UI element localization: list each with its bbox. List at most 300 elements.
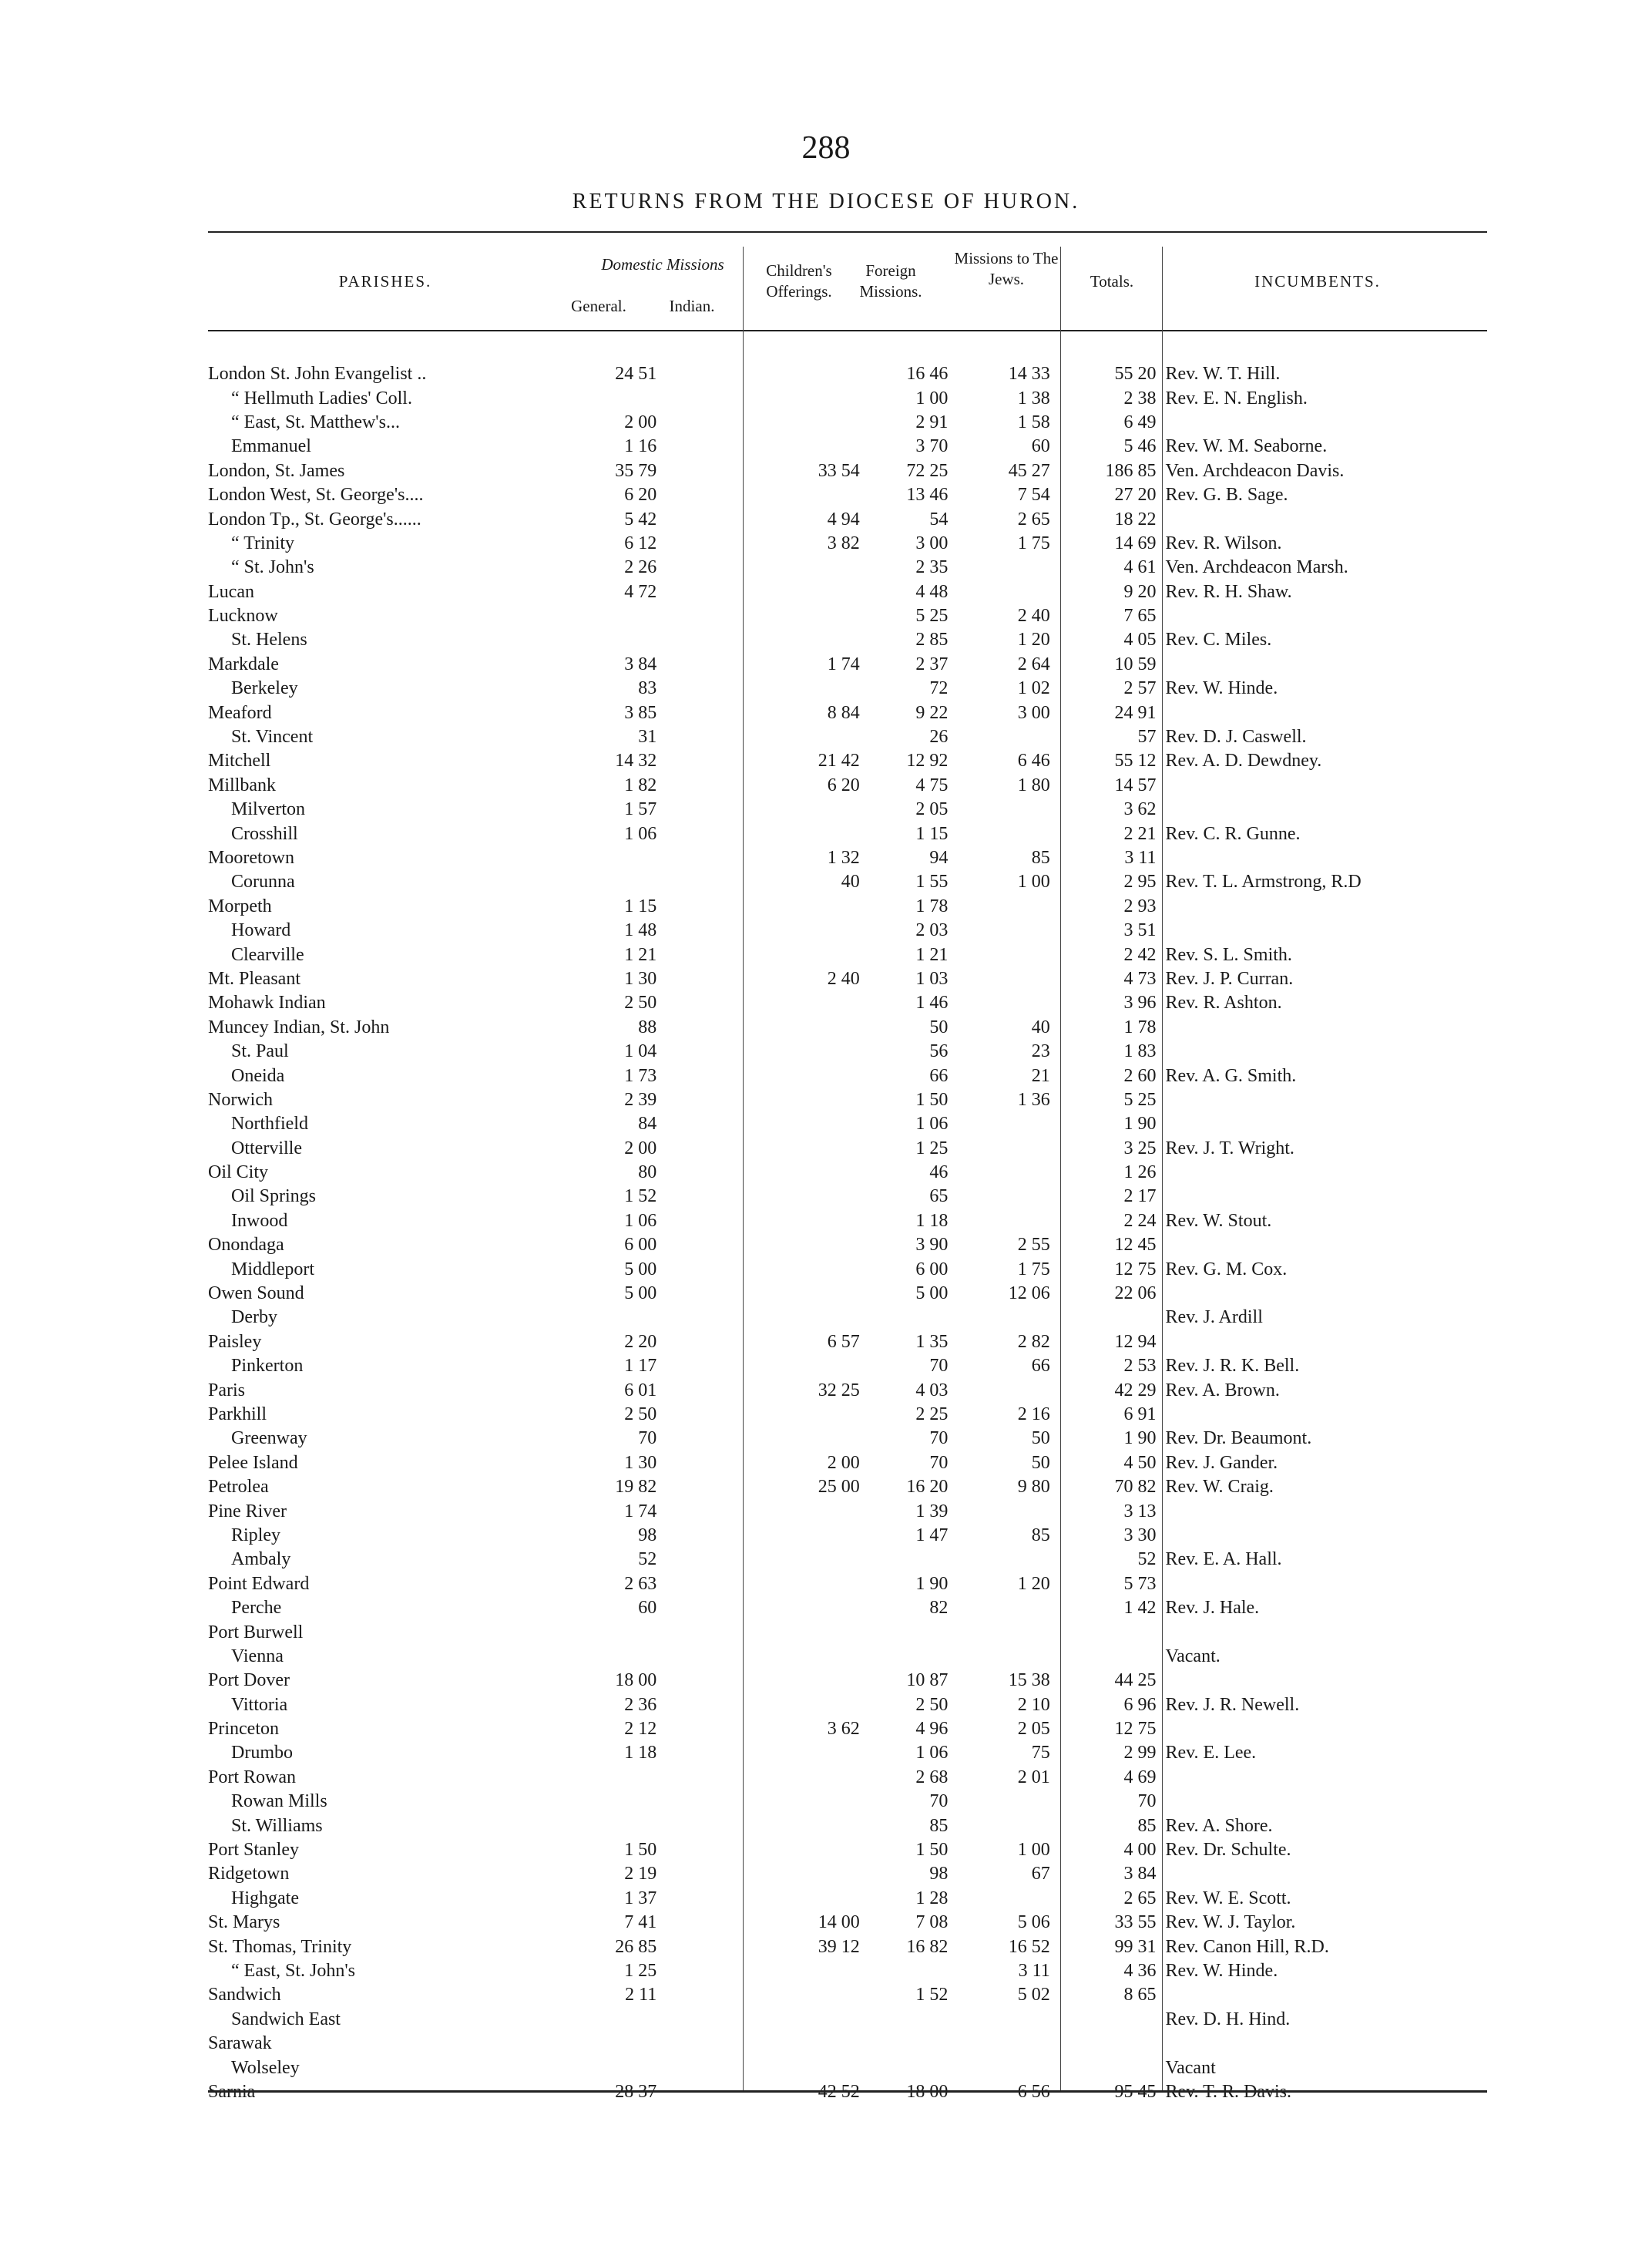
general-amount: 1 21 [624, 944, 657, 965]
incumbent-name: Vacant [1165, 2057, 1216, 2078]
indian-amount [672, 1257, 762, 1281]
general-amount: 1 30 [624, 1452, 657, 1473]
childrens-offerings-amount [762, 1112, 870, 1136]
childrens-offerings-amount [762, 1548, 870, 1572]
total-amount [1063, 2008, 1161, 2032]
childrens-offerings-amount [762, 1209, 870, 1233]
foreign-missions-amount: 2 25 [915, 1404, 949, 1424]
parish-name: Petrolea [208, 1477, 269, 1498]
total-amount: 4 00 [1123, 1840, 1157, 1861]
parish-name: Ridgetown [208, 1864, 290, 1884]
general-amount: 6 20 [624, 485, 657, 506]
table-row [208, 725, 1487, 749]
incumbent-name [1160, 919, 1487, 943]
missions-to-jews-amount: 2 55 [1017, 1235, 1050, 1256]
total-amount: 57 [1137, 727, 1157, 748]
foreign-missions-amount: 13 46 [906, 485, 949, 506]
table-row [208, 580, 1487, 604]
foreign-missions-amount: 1 46 [915, 993, 949, 1014]
foreign-missions-amount [871, 2032, 956, 2056]
foreign-missions-amount: 50 [929, 1017, 949, 1037]
foreign-missions-amount [871, 2056, 956, 2079]
general-amount [569, 1790, 672, 1814]
foreign-missions-amount: 66 [929, 1065, 949, 1086]
parish-name: Oil City [208, 1162, 269, 1183]
general-amount: 1 04 [624, 1041, 657, 1062]
missions-to-jews-amount: 1 20 [1017, 630, 1050, 651]
parish-name: Derby [231, 1307, 277, 1328]
foreign-missions-amount: 1 55 [915, 872, 949, 893]
incumbent-name: Rev. G. M. Cox. [1165, 1259, 1288, 1279]
childrens-offerings-amount [762, 1862, 870, 1886]
general-amount: 1 06 [624, 823, 657, 844]
parish-name: Paisley [208, 1331, 262, 1352]
indian-amount [672, 822, 762, 846]
parish-name: Meaford [208, 702, 272, 723]
header-rule [208, 330, 1487, 331]
incumbent-name [1160, 774, 1487, 798]
general-amount [569, 1766, 672, 1790]
parish-name: Onondaga [208, 1235, 284, 1256]
general-amount [569, 2008, 672, 2032]
childrens-offerings-amount [762, 1741, 870, 1765]
general-amount: 3 85 [624, 702, 657, 723]
childrens-offerings-amount [762, 677, 870, 701]
general-amount: 6 12 [624, 533, 657, 553]
missions-to-jews-amount: 1 38 [1017, 388, 1050, 409]
general-amount: 5 42 [624, 509, 657, 530]
foreign-missions-amount: 10 87 [906, 1670, 949, 1691]
incumbent-name: Rev. J. R. K. Bell. [1165, 1356, 1300, 1377]
general-amount: 2 50 [624, 1404, 657, 1424]
indian-amount [672, 1378, 762, 1402]
total-amount: 9 20 [1123, 581, 1157, 602]
table-row [208, 1088, 1487, 1112]
foreign-missions-amount: 2 91 [915, 412, 949, 432]
childrens-offerings-amount [762, 604, 870, 628]
missions-to-jews-amount [955, 1814, 1062, 1837]
parish-name: Highgate [231, 1888, 299, 1908]
foreign-missions-amount: 1 39 [915, 1501, 949, 1521]
incumbent-name: Vacant. [1165, 1646, 1221, 1666]
foreign-missions-amount: 9 22 [915, 702, 949, 723]
foreign-missions-amount: 1 03 [915, 968, 949, 989]
general-amount: 19 82 [615, 1477, 657, 1498]
general-amount: 1 50 [624, 1840, 657, 1861]
incumbent-name [1160, 1016, 1487, 1040]
table-row [208, 1016, 1487, 1040]
table-row [208, 459, 1487, 483]
indian-amount [672, 1451, 762, 1475]
header-missions-to-jews: Missions to The Jews. [954, 249, 1059, 288]
general-amount: 2 11 [625, 1985, 657, 2006]
table-row [208, 628, 1487, 652]
table-row [208, 1475, 1487, 1499]
childrens-offerings-amount: 2 40 [827, 968, 860, 989]
parish-name: Parkhill [208, 1404, 267, 1424]
total-amount: 70 82 [1114, 1477, 1157, 1498]
general-amount: 2 00 [624, 412, 657, 432]
total-amount: 5 25 [1123, 1089, 1157, 1110]
header-indian: Indian. [669, 297, 715, 315]
missions-to-jews-amount [955, 2032, 1062, 2056]
parish-name: St. Vincent [231, 727, 314, 748]
indian-amount [672, 895, 762, 919]
incumbent-name: Rev. Dr. Beaumont. [1165, 1428, 1312, 1449]
table-row [208, 362, 1487, 386]
bottom-rule [208, 2090, 1487, 2093]
childrens-offerings-amount [762, 1959, 870, 1983]
general-amount [569, 628, 672, 652]
total-amount: 4 05 [1123, 630, 1157, 651]
total-amount: 5 46 [1123, 436, 1157, 457]
childrens-offerings-amount [762, 1427, 870, 1451]
missions-to-jews-amount: 12 06 [1008, 1283, 1050, 1304]
missions-to-jews-amount [955, 1306, 1062, 1330]
childrens-offerings-amount [762, 1620, 870, 1644]
general-amount: 60 [638, 1598, 657, 1619]
parish-name: Clearville [231, 944, 304, 965]
parish-name: Greenway [231, 1428, 307, 1449]
childrens-offerings-amount [762, 2056, 870, 2079]
incumbent-name [1160, 1572, 1487, 1596]
table-row [208, 2056, 1487, 2079]
missions-to-jews-amount: 1 20 [1017, 1573, 1050, 1594]
general-amount: 6 01 [624, 1380, 657, 1400]
missions-to-jews-amount [955, 556, 1062, 580]
incumbent-name [1160, 1403, 1487, 1427]
table-row [208, 1451, 1487, 1475]
total-amount: 27 20 [1114, 485, 1157, 506]
general-amount: 4 72 [624, 581, 657, 602]
parish-name: Lucknow [208, 606, 278, 627]
incumbent-name [1160, 1282, 1487, 1306]
parish-name: Paris [208, 1380, 245, 1400]
foreign-missions-amount: 1 06 [915, 1743, 949, 1763]
parish-name: Sarnia [208, 2081, 256, 2102]
childrens-offerings-amount: 1 32 [827, 848, 860, 868]
general-amount: 1 73 [624, 1065, 657, 1086]
indian-amount [672, 1185, 762, 1209]
parish-name: Norwich [208, 1089, 273, 1110]
parish-name: Perche [231, 1598, 282, 1619]
childrens-offerings-amount [762, 1766, 870, 1790]
foreign-missions-amount: 16 82 [906, 1936, 949, 1957]
missions-to-jews-amount [955, 1137, 1062, 1161]
foreign-missions-amount: 2 68 [915, 1767, 949, 1787]
foreign-missions-amount [871, 2008, 956, 2032]
total-amount: 12 94 [1114, 1331, 1157, 1352]
parish-name: Point Edward [208, 1573, 310, 1594]
total-amount: 2 42 [1123, 944, 1157, 965]
table-row [208, 846, 1487, 870]
missions-to-jews-amount: 1 00 [1017, 872, 1050, 893]
table-row [208, 991, 1487, 1015]
missions-to-jews-amount: 2 82 [1017, 1331, 1050, 1352]
total-amount: 3 25 [1123, 1138, 1157, 1158]
childrens-offerings-amount [762, 1137, 870, 1161]
indian-amount [672, 2008, 762, 2032]
total-amount: 55 12 [1114, 751, 1157, 772]
indian-amount [672, 1330, 762, 1354]
indian-amount [672, 580, 762, 604]
total-amount [1063, 2056, 1161, 2079]
general-amount: 28 37 [615, 2081, 657, 2102]
total-amount: 24 91 [1114, 702, 1157, 723]
parish-name: Muncey Indian, St. John [208, 1017, 390, 1037]
parish-name: Mooretown [208, 848, 294, 868]
childrens-offerings-amount [762, 1306, 870, 1330]
incumbent-name: Rev. J. Hale. [1165, 1598, 1260, 1619]
foreign-missions-amount: 1 18 [915, 1210, 949, 1231]
indian-amount [672, 1499, 762, 1523]
incumbent-name: Rev. E. N. English. [1165, 388, 1308, 409]
table-row [208, 1669, 1487, 1693]
foreign-missions-amount: 1 47 [915, 1525, 949, 1545]
table-row [208, 1233, 1487, 1257]
childrens-offerings-amount [762, 1064, 870, 1088]
foreign-missions-amount: 94 [929, 848, 949, 868]
table-row [208, 1330, 1487, 1354]
foreign-missions-amount: 1 35 [915, 1331, 949, 1352]
foreign-missions-amount: 70 [929, 1428, 949, 1449]
parish-name: Port Rowan [208, 1767, 296, 1787]
foreign-missions-amount: 4 48 [915, 581, 949, 602]
incumbent-name [1160, 1524, 1487, 1548]
parish-name: Oneida [231, 1065, 285, 1086]
missions-to-jews-amount [955, 1499, 1062, 1523]
parish-name: London Tp., St. George's...... [208, 509, 421, 530]
foreign-missions-amount: 85 [929, 1815, 949, 1836]
childrens-offerings-amount: 6 20 [827, 775, 860, 795]
childrens-offerings-amount [762, 362, 870, 386]
childrens-offerings-amount [762, 1233, 870, 1257]
childrens-offerings-amount: 32 25 [818, 1380, 860, 1400]
incumbent-name [1160, 411, 1487, 435]
missions-to-jews-amount [955, 943, 1062, 967]
childrens-offerings-amount [762, 1572, 870, 1596]
indian-amount [672, 1717, 762, 1741]
table-row [208, 1306, 1487, 1330]
total-amount: 2 17 [1123, 1186, 1157, 1207]
indian-amount [672, 556, 762, 580]
missions-to-jews-amount [955, 1887, 1062, 1911]
total-amount: 12 75 [1114, 1719, 1157, 1740]
foreign-missions-amount: 98 [929, 1864, 949, 1884]
childrens-offerings-amount [762, 1693, 870, 1716]
general-amount: 7 41 [624, 1912, 657, 1933]
parish-name: “ Trinity [231, 533, 295, 553]
missions-to-jews-amount: 23 [1031, 1041, 1050, 1062]
header-general: General. [571, 297, 626, 315]
foreign-missions-amount: 72 [929, 678, 949, 699]
header-totals: Totals. [1090, 272, 1134, 291]
indian-amount [672, 362, 762, 386]
incumbent-name: Rev. W. Hinde. [1165, 1960, 1278, 1981]
incumbent-name [1160, 653, 1487, 677]
foreign-missions-amount: 1 52 [915, 1985, 949, 2006]
indian-amount [672, 386, 762, 410]
general-amount: 1 18 [624, 1743, 657, 1763]
incumbent-name: Rev. D. J. Caswell. [1165, 727, 1307, 748]
missions-to-jews-amount [955, 798, 1062, 822]
foreign-missions-amount: 2 50 [915, 1694, 949, 1715]
missions-to-jews-amount: 1 00 [1017, 1840, 1050, 1861]
general-amount: 6 00 [624, 1235, 657, 1256]
parish-name: Drumbo [231, 1743, 293, 1763]
incumbent-name [1160, 1330, 1487, 1354]
table-row [208, 2008, 1487, 2032]
indian-amount [672, 1693, 762, 1716]
incumbent-name: Rev. A. Brown. [1165, 1380, 1280, 1400]
table-row [208, 943, 1487, 967]
table-body [208, 362, 1487, 2104]
missions-to-jews-amount [955, 1161, 1062, 1185]
indian-amount [672, 991, 762, 1015]
indian-amount [672, 1669, 762, 1693]
missions-to-jews-amount [955, 725, 1062, 749]
foreign-missions-amount: 1 50 [915, 1840, 949, 1861]
indian-amount [672, 1645, 762, 1669]
missions-to-jews-amount: 40 [1031, 1017, 1050, 1037]
foreign-missions-amount: 56 [929, 1041, 949, 1062]
indian-amount [672, 1427, 762, 1451]
total-amount: 3 62 [1123, 799, 1157, 820]
parish-name: Pinkerton [231, 1356, 304, 1377]
missions-to-jews-amount [955, 1548, 1062, 1572]
missions-to-jews-amount: 45 27 [1008, 460, 1050, 481]
table-row [208, 1185, 1487, 1209]
parish-name: Mt. Pleasant [208, 968, 301, 989]
indian-amount [672, 749, 762, 773]
total-amount: 4 36 [1123, 1960, 1157, 1981]
indian-amount [672, 1911, 762, 1935]
incumbent-name: Rev. W. M. Seaborne. [1165, 436, 1328, 457]
childrens-offerings-amount [762, 1040, 870, 1064]
indian-amount [672, 628, 762, 652]
general-amount: 2 50 [624, 993, 657, 1014]
total-amount: 5 73 [1123, 1573, 1157, 1594]
table-row [208, 653, 1487, 677]
table-row [208, 1161, 1487, 1185]
general-amount: 1 25 [624, 1960, 657, 1981]
general-amount: 1 16 [624, 436, 657, 457]
general-amount: 1 82 [624, 775, 657, 795]
total-amount: 2 38 [1123, 388, 1157, 409]
general-amount: 2 19 [624, 1864, 657, 1884]
general-amount [569, 2056, 672, 2079]
general-amount: 1 48 [624, 920, 657, 941]
indian-amount [672, 798, 762, 822]
total-amount: 33 55 [1114, 1912, 1157, 1933]
parish-name: Princeton [208, 1719, 279, 1740]
childrens-offerings-amount [762, 991, 870, 1015]
table-row [208, 507, 1487, 531]
indian-amount [672, 653, 762, 677]
table-row [208, 1596, 1487, 1620]
missions-to-jews-amount: 2 65 [1017, 509, 1050, 530]
incumbent-name [1160, 798, 1487, 822]
indian-amount [672, 1016, 762, 1040]
parish-name: Vienna [231, 1646, 284, 1666]
missions-to-jews-amount [955, 2056, 1062, 2079]
parish-name: Berkeley [231, 678, 298, 699]
total-amount: 1 78 [1123, 1017, 1157, 1037]
total-amount: 2 24 [1123, 1210, 1157, 1231]
general-amount: 88 [638, 1017, 657, 1037]
missions-to-jews-amount: 50 [1031, 1428, 1050, 1449]
missions-to-jews-amount: 14 33 [1008, 364, 1050, 385]
foreign-missions-amount: 2 37 [915, 654, 949, 674]
parish-name: Corunna [231, 872, 295, 893]
incumbent-name [1160, 701, 1487, 725]
parish-name: Port Stanley [208, 1840, 299, 1861]
general-amount [569, 1814, 672, 1837]
total-amount: 12 75 [1114, 1259, 1157, 1279]
childrens-offerings-amount [762, 1524, 870, 1548]
incumbent-name: Rev. E. A. Hall. [1165, 1549, 1282, 1570]
indian-amount [672, 1088, 762, 1112]
parish-name: Port Dover [208, 1670, 290, 1691]
missions-to-jews-amount [955, 991, 1062, 1015]
foreign-missions-amount: 1 90 [915, 1573, 949, 1594]
indian-amount [672, 677, 762, 701]
total-amount: 52 [1137, 1549, 1157, 1570]
parish-name: St. Paul [231, 1041, 289, 1062]
parish-name: Millbank [208, 775, 276, 795]
missions-to-jews-amount [955, 580, 1062, 604]
missions-to-jews-amount [955, 2008, 1062, 2032]
incumbent-name [1160, 604, 1487, 628]
childrens-offerings-amount: 14 00 [818, 1912, 860, 1933]
indian-amount [672, 701, 762, 725]
missions-to-jews-amount: 85 [1031, 848, 1050, 868]
parish-name: Markdale [208, 654, 279, 674]
childrens-offerings-amount: 40 [841, 872, 860, 893]
missions-to-jews-amount: 1 75 [1017, 533, 1050, 553]
total-amount: 6 91 [1123, 1404, 1157, 1424]
total-amount: 2 60 [1123, 1065, 1157, 1086]
childrens-offerings-amount [762, 2032, 870, 2056]
childrens-offerings-amount [762, 1887, 870, 1911]
general-amount [569, 1645, 672, 1669]
childrens-offerings-amount [762, 1403, 870, 1427]
missions-to-jews-amount [955, 919, 1062, 943]
missions-to-jews-amount: 2 10 [1017, 1694, 1050, 1715]
incumbent-name: Rev. W. T. Hill. [1165, 364, 1281, 385]
indian-amount [672, 2056, 762, 2079]
indian-amount [672, 1209, 762, 1233]
total-amount [1063, 2032, 1161, 2056]
total-amount: 14 69 [1114, 533, 1157, 553]
total-amount: 99 31 [1114, 1936, 1157, 1957]
incumbent-name: Rev. S. L. Smith. [1165, 944, 1292, 965]
table-row [208, 1717, 1487, 1741]
table-row [208, 532, 1487, 556]
incumbent-name [1160, 846, 1487, 870]
total-amount: 4 61 [1123, 557, 1157, 578]
general-amount: 2 36 [624, 1694, 657, 1715]
total-amount: 4 50 [1123, 1452, 1157, 1473]
total-amount: 4 69 [1123, 1767, 1157, 1787]
childrens-offerings-amount [762, 1596, 870, 1620]
parish-name: London West, St. George's.... [208, 485, 424, 506]
incumbent-name: Rev. J. Ardill [1165, 1307, 1263, 1328]
missions-to-jews-amount: 2 01 [1017, 1767, 1050, 1787]
childrens-offerings-amount [762, 1185, 870, 1209]
total-amount: 1 90 [1123, 1114, 1157, 1135]
table-row [208, 1403, 1487, 1427]
